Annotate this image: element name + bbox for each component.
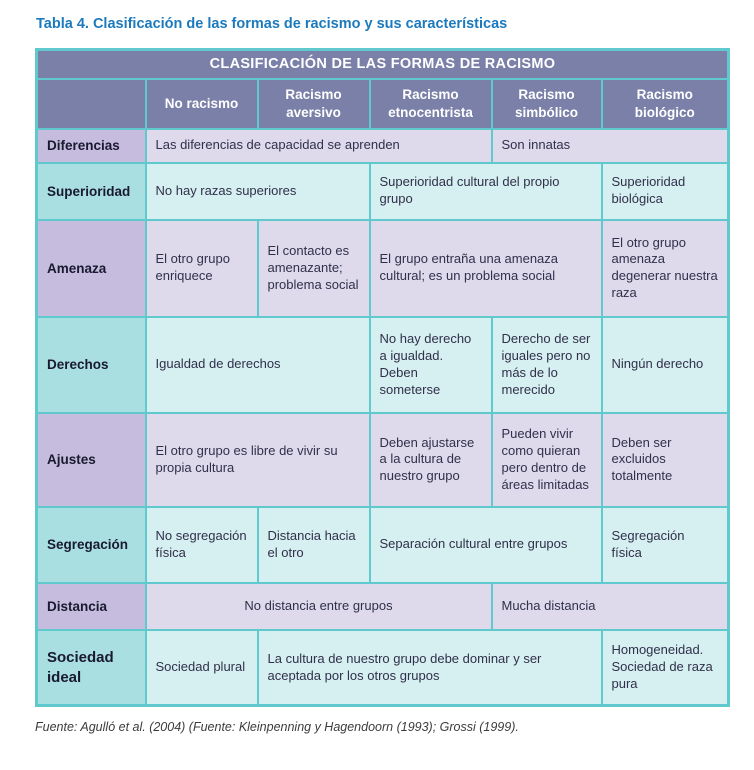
table-cell: Deben ajustarse a la cultura de nuestro grupo: [370, 413, 492, 507]
row-header-distancia: Distancia: [37, 583, 146, 630]
table-row-superioridad: [37, 163, 729, 220]
row-header-segregacion: Segregación: [37, 507, 146, 583]
row-header-sociedad-ideal: Sociedad ideal: [37, 630, 146, 706]
column-header-racismo-simbolico: Racismo simbólico: [492, 79, 602, 129]
column-header-racismo-aversivo: Racismo aversivo: [258, 79, 370, 129]
table-cell: No hay razas superiores: [146, 163, 370, 220]
column-header-no-racismo: No racismo: [146, 79, 258, 129]
table-cell: Las diferencias de capacidad se aprenden: [146, 129, 492, 163]
table-row-derechos: [37, 317, 729, 413]
racism-classification-table: [35, 48, 730, 707]
table-cell: El contacto es amenazante; problema social: [258, 220, 370, 317]
table-row-amenaza: [37, 220, 729, 317]
table-cell: Igualdad de derechos: [146, 317, 370, 413]
column-header-row: [37, 79, 729, 129]
source-citation: Fuente: Agulló et al. (2004) (Fuente: Kleinpenning y Hagendoorn (1993); Grossi (1999).: [35, 720, 519, 735]
table-row-diferencias: [37, 129, 729, 163]
row-header-superioridad: Superioridad: [37, 163, 146, 220]
corner-cell: [37, 79, 146, 129]
row-header-amenaza: Amenaza: [37, 220, 146, 317]
table-cell: No segregación física: [146, 507, 258, 583]
table-cell: La cultura de nuestro grupo debe dominar y ser aceptada por los otros grupos: [258, 630, 602, 706]
table-cell: Superioridad cultural del propio grupo: [370, 163, 602, 220]
row-header-diferencias: Diferencias: [37, 129, 146, 163]
table-row-ajustes: [37, 413, 729, 507]
table-cell: Distancia hacia el otro: [258, 507, 370, 583]
table-cell: Sociedad plural: [146, 630, 258, 706]
column-header-racismo-biologico: Racismo biológico: [602, 79, 729, 129]
table-title: CLASIFICACIÓN DE LAS FORMAS DE RACISMO: [37, 50, 729, 79]
table-cell: El otro grupo es libre de vivir su propia cultura: [146, 413, 370, 507]
table-cell: El otro grupo enriquece: [146, 220, 258, 317]
table-cell: No hay derecho a igualdad. Deben someterse: [370, 317, 492, 413]
table-title-row: [37, 50, 729, 79]
row-header-ajustes: Ajustes: [37, 413, 146, 507]
table-row-sociedad-ideal: [37, 630, 729, 706]
table-cell: Superioridad biológica: [602, 163, 729, 220]
table-row-segregacion: [37, 507, 729, 583]
table-cell: Ningún derecho: [602, 317, 729, 413]
table-cell: El otro grupo amenaza degenerar nuestra raza: [602, 220, 729, 317]
page-title: Tabla 4. Clasificación de las formas de racismo y sus características: [36, 16, 508, 32]
table-cell: Homogeneidad. Sociedad de raza pura: [602, 630, 729, 706]
column-header-racismo-etnocentrista: Racismo etnocentrista: [370, 79, 492, 129]
table-cell: Son innatas: [492, 129, 729, 163]
table-cell: Separación cultural entre grupos: [370, 507, 602, 583]
table-cell: Derecho de ser iguales pero no más de lo merecido: [492, 317, 602, 413]
table-cell: Pueden vivir como quieran pero dentro de áreas limitadas: [492, 413, 602, 507]
table-cell: Segregación física: [602, 507, 729, 583]
table-cell: Deben ser excluidos totalmente: [602, 413, 729, 507]
table-cell: No distancia entre grupos: [146, 583, 492, 630]
table-row-distancia: [37, 583, 729, 630]
row-header-derechos: Derechos: [37, 317, 146, 413]
table-cell: El grupo entraña una amenaza cultural; es un problema social: [370, 220, 602, 317]
table-cell: Mucha distancia: [492, 583, 729, 630]
